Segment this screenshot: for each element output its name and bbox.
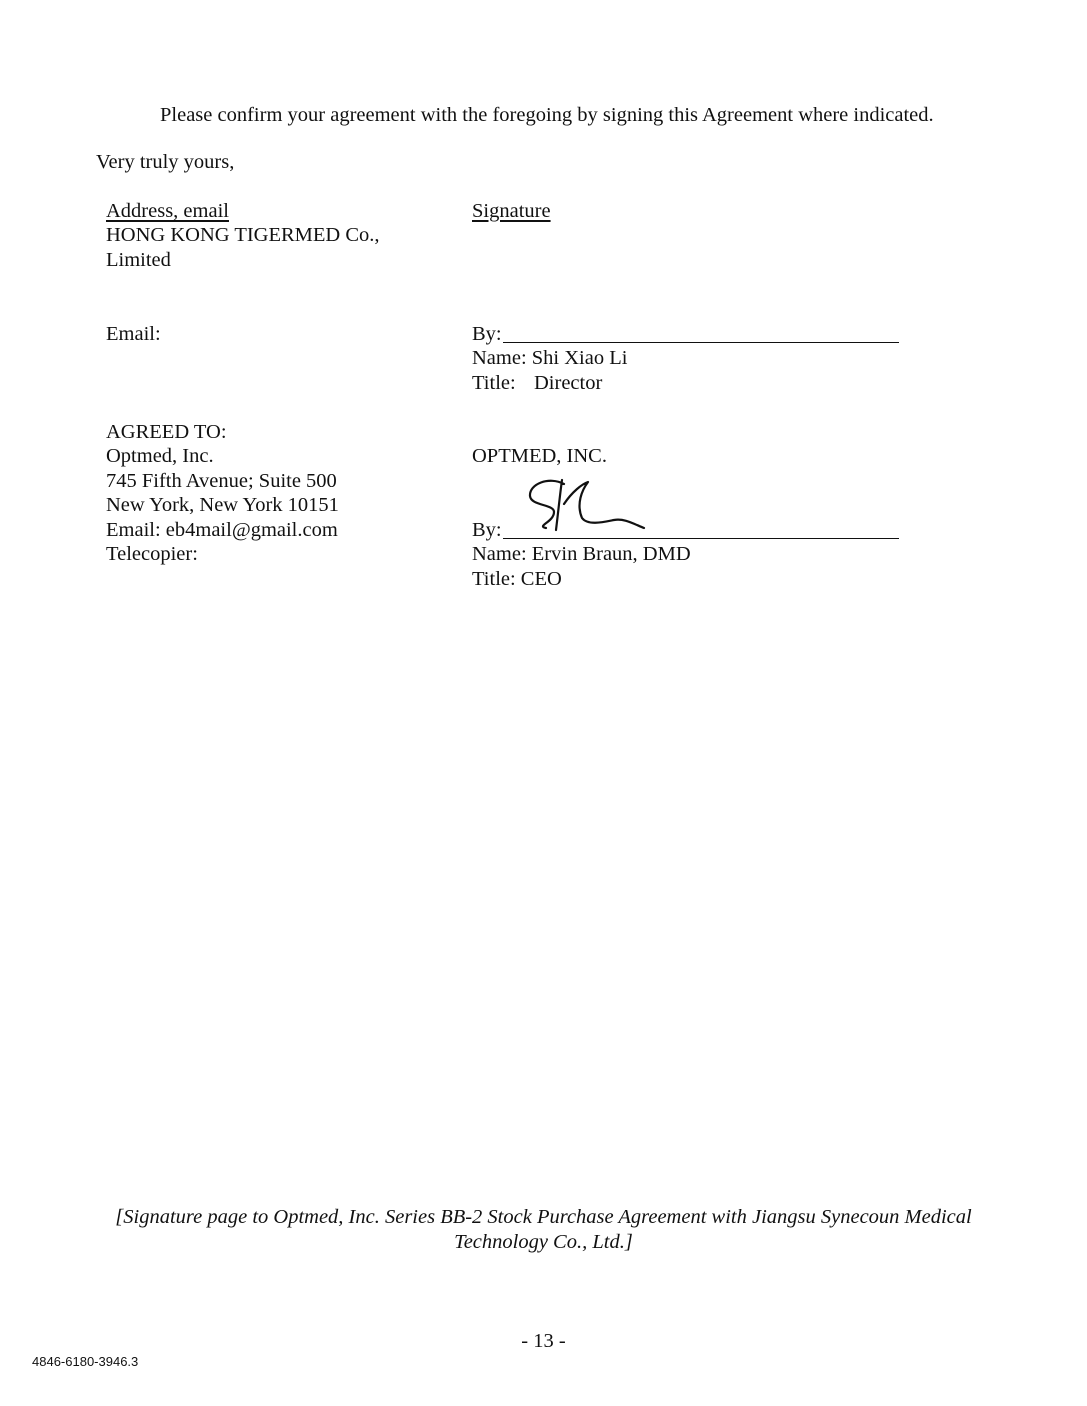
signer-title-2: Title: CEO	[472, 568, 562, 590]
agreed-company: Optmed, Inc.	[106, 445, 214, 467]
closing-text: Very truly yours,	[96, 151, 235, 173]
document-number: 4846-6180-3946.3	[32, 1354, 139, 1369]
intro-text: Please confirm your agreement with the foregoing by signing this Agreement where indicated.	[160, 104, 934, 126]
agreed-address-line2: New York, New York 10151	[106, 494, 339, 516]
company-name-line2: Limited	[106, 249, 171, 271]
agreed-email: Email: eb4mail@gmail.com	[106, 519, 338, 541]
signature-page-note: [Signature page to Optmed, Inc. Series BB-2 Stock Purchase Agreement with Jiangsu Synecoun Medical Technology Co., Ltd.]	[115, 1206, 972, 1253]
signer-title-value-1: Director	[534, 372, 603, 394]
signature-line-2	[503, 538, 899, 539]
signer-name-2: Name: Ervin Braun, DMD	[472, 543, 691, 565]
company-name-optmed: OPTMED, INC.	[472, 445, 607, 467]
agreed-address-line1: 745 Fifth Avenue; Suite 500	[106, 470, 337, 492]
agreed-to-label: AGREED TO:	[106, 421, 227, 443]
telecopier-label: Telecopier:	[106, 543, 198, 565]
company-name-line1: HONG KONG TIGERMED Co.,	[106, 224, 380, 246]
address-email-header: Address, email	[106, 200, 229, 222]
handwritten-signature	[524, 474, 650, 540]
by-label-1: By:	[472, 323, 502, 345]
page-number: - 13 -	[521, 1330, 566, 1352]
by-label-2: By:	[472, 519, 502, 541]
signer-title-label-1: Title:	[472, 372, 516, 394]
signature-line-1	[503, 342, 899, 343]
email-label: Email:	[106, 323, 161, 345]
signature-header: Signature	[472, 200, 551, 222]
signer-name-1: Name: Shi Xiao Li	[472, 347, 628, 369]
